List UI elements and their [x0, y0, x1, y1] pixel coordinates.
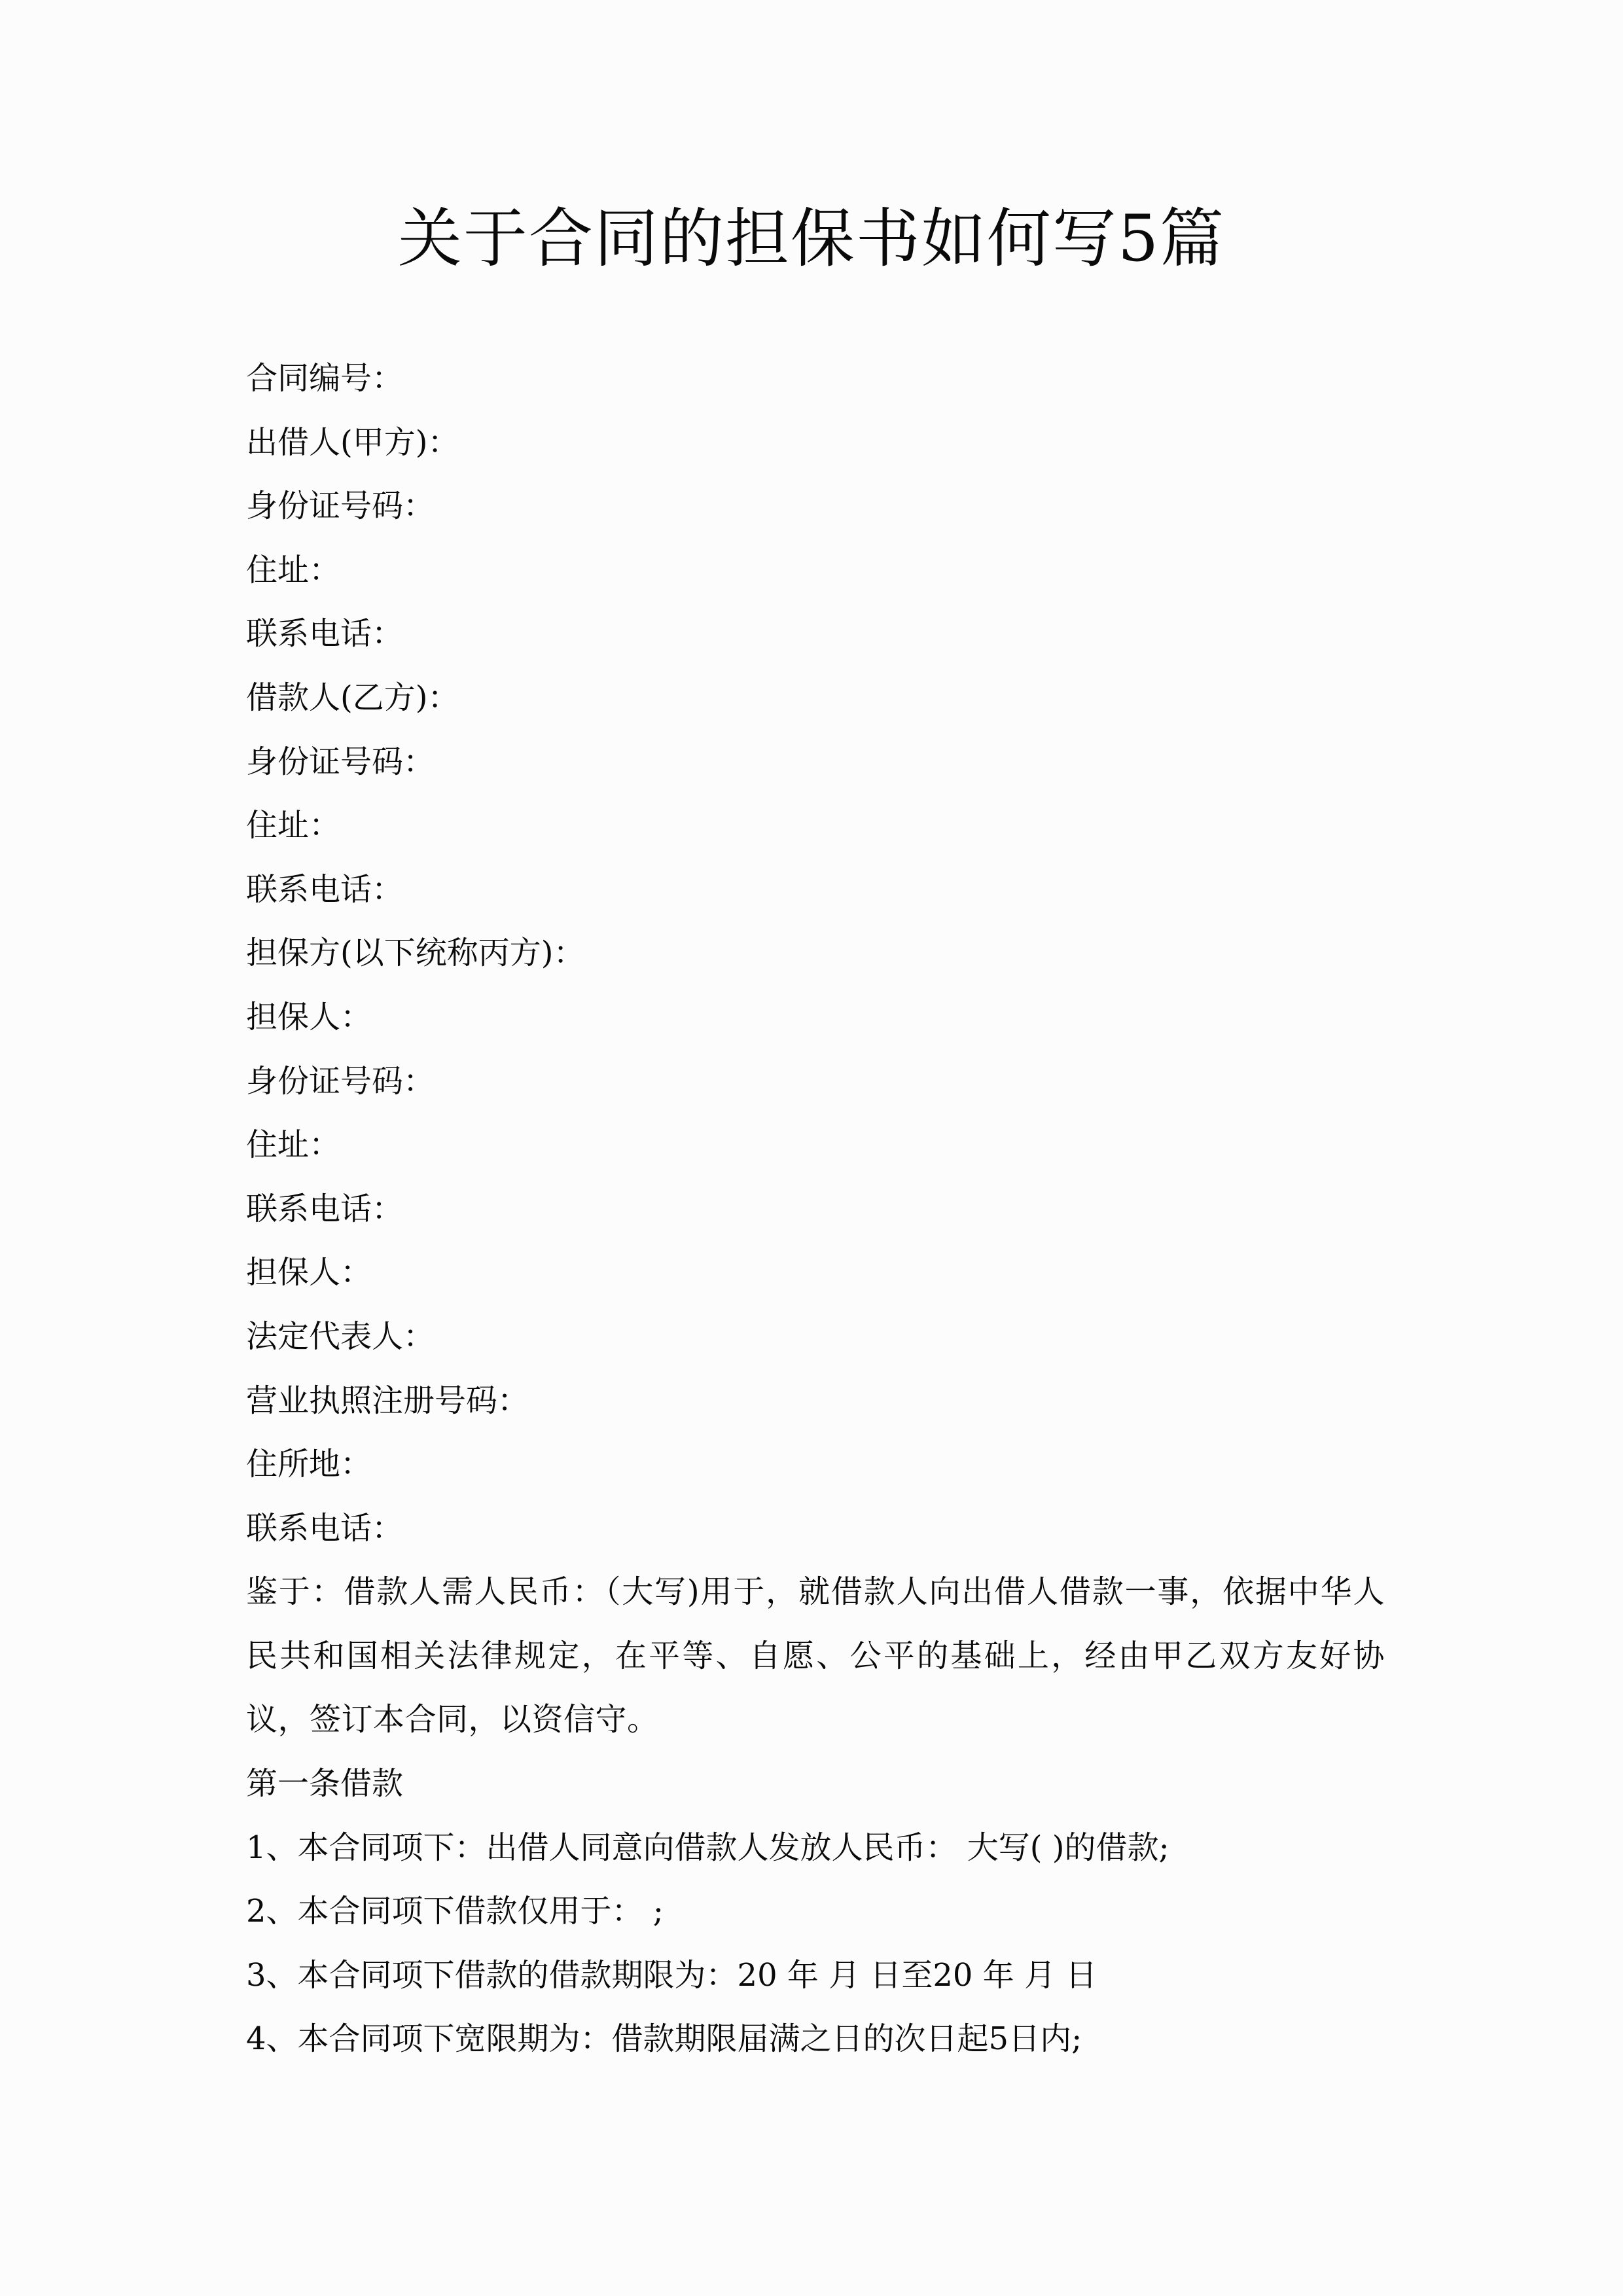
clause-3: 3、本合同项下借款的借款期限为：20 年 月 日至20 年 月 日 — [246, 1956, 1097, 1994]
field-lender-phone: 联系电话： — [246, 615, 404, 653]
document-title: 关于合同的担保书如何写5篇 — [397, 202, 1226, 276]
field-guarantor-2: 担保人： — [246, 1254, 372, 1291]
field-lender-id-number: 身份证号码： — [246, 488, 435, 525]
field-business-license-number: 营业执照注册号码： — [246, 1382, 529, 1419]
field-guarantor-1-phone: 联系电话： — [246, 1190, 404, 1227]
field-guarantor-party: 担保方(以下统称丙方)： — [246, 935, 585, 972]
field-guarantor-1-address: 住址： — [246, 1126, 341, 1164]
field-guarantor-1-id-number: 身份证号码： — [246, 1062, 435, 1100]
field-borrower: 借款人(乙方)： — [246, 679, 459, 716]
field-borrower-address: 住址： — [246, 807, 341, 844]
clause-2: 2、本合同项下借款仅用于： ; — [246, 1893, 664, 1930]
field-legal-representative: 法定代表人： — [246, 1318, 435, 1355]
section-heading: 第一条借款 — [246, 1765, 404, 1803]
field-guarantor-1: 担保人： — [246, 998, 372, 1035]
field-lender-address: 住址： — [246, 551, 341, 588]
preamble-paragraph: 鉴于：借款人需人民币：（大写)用于，就借款人向出借人借款一事，依据中华人民共和国相关法律规定，在平等、自愿、公平的基础上，经由甲乙双方友好协议，签订本合同，以资信守。 — [246, 1573, 1385, 1738]
field-guarantor-2-phone: 联系电话： — [246, 1509, 404, 1547]
field-domicile: 住所地： — [246, 1446, 372, 1483]
clause-1: 1、本合同项下：出借人同意向借款人发放人民币： 大写( )的借款; — [246, 1829, 1169, 1866]
field-borrower-id-number: 身份证号码： — [246, 743, 435, 780]
field-lender: 出借人(甲方)： — [246, 423, 459, 461]
field-borrower-phone: 联系电话： — [246, 870, 404, 908]
document-body — [246, 347, 1385, 2072]
clause-4: 4、本合同项下宽限期为：借款期限届满之日的次日起5日内; — [246, 2020, 1082, 2058]
field-contract-number: 合同编号： — [246, 360, 404, 397]
